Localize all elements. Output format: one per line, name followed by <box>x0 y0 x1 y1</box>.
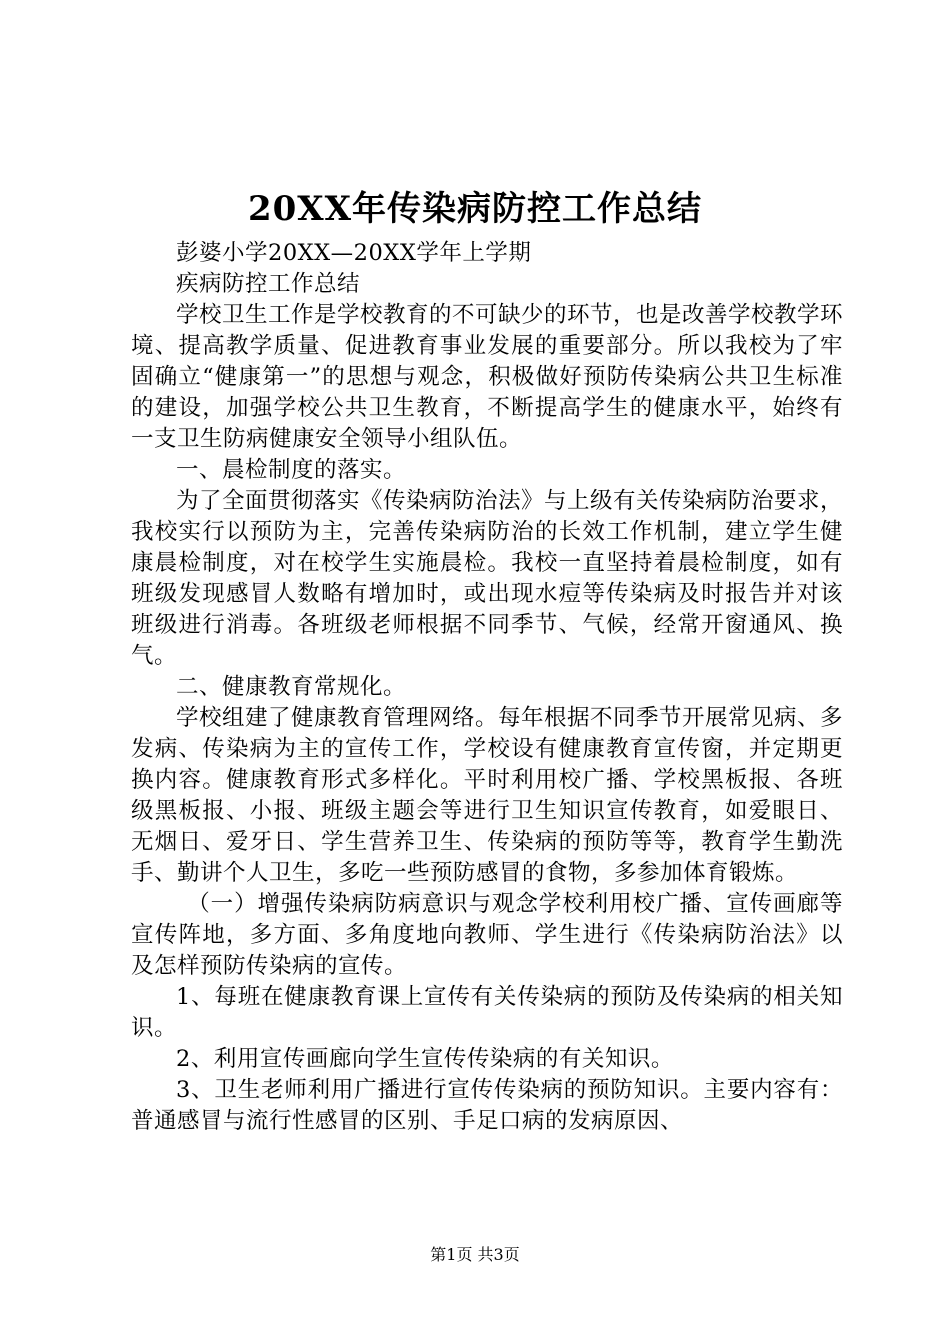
list-item-2: 2、利用宣传画廊向学生宣传传染病的有关知识。 <box>176 1046 674 1072</box>
paragraph-school-term: 彭婆小学20XX—20XX学年上学期 <box>176 240 532 266</box>
list-item-3: 3、卫生老师利用广播进行宣传传染病的预防知识。主要内容有：普通感冒与流行性感冒的区别、手足口病的发病原因、 <box>131 1077 843 1134</box>
page-number-label: 第1页 共3页 <box>430 1245 520 1264</box>
document-title: 20XX年传染病防控工作总结 <box>247 189 703 229</box>
paragraph-subtitle: 疾病防控工作总结 <box>176 271 361 297</box>
section-heading-morning-check: 一、晨检制度的落实。 <box>176 457 407 483</box>
paragraph-awareness: （一）增强传染病防病意识与观念学校利用校广播、宣传画廊等宣传阵地，多方面、多角度地向教师、学生进行《传染病防治法》以及怎样预防传染病的宣传。 <box>131 891 843 979</box>
section-heading-health-education: 二、健康教育常规化。 <box>176 674 407 700</box>
list-item-1: 1、每班在健康教育课上宣传有关传染病的预防及传染病的相关知识。 <box>131 984 843 1041</box>
paragraph-morning-check: 为了全面贯彻落实《传染病防治法》与上级有关传染病防治要求，我校实行以预防为主，完善传染病防治的长效工作机制，建立学生健康晨检制度，对在校学生实施晨检。我校一直坚持着晨检制度，如有班级发现感冒人数略有增加时，或出现水痘等传染病及时报告并对该班级进行消毒。各班级老师根据不同季节、气候，经常开窗通风、换气。 <box>131 488 844 669</box>
paragraph-intro: 学校卫生工作是学校教育的不可缺少的环节，也是改善学校教学环境、提高教学质量、促进教育事业发展的重要部分。所以我校为了牢固确立“健康第一”的思想与观念，积极做好预防传染病公共卫生标准的建设，加强学校公共卫生教育，不断提高学生的健康水平，始终有一支卫生防病健康安全领导小组队伍。 <box>131 302 844 452</box>
document-body <box>131 238 843 1137</box>
page-footer <box>0 1243 950 1267</box>
paragraph-health-education: 学校组建了健康教育管理网络。每年根据不同季节开展常见病、多发病、传染病为主的宣传工作，学校设有健康教育宣传窗，并定期更换内容。健康教育形式多样化。平时利用校广播、学校黑板报、各班级黑板报、小报、班级主题会等进行卫生知识宣传教育，如爱眼日、无烟日、爱牙日、学生营养卫生、传染病的预防等等，教育学生勤洗手、勤讲个人卫生，多吃一些预防感冒的食物，多参加体育锻炼。 <box>131 705 844 886</box>
